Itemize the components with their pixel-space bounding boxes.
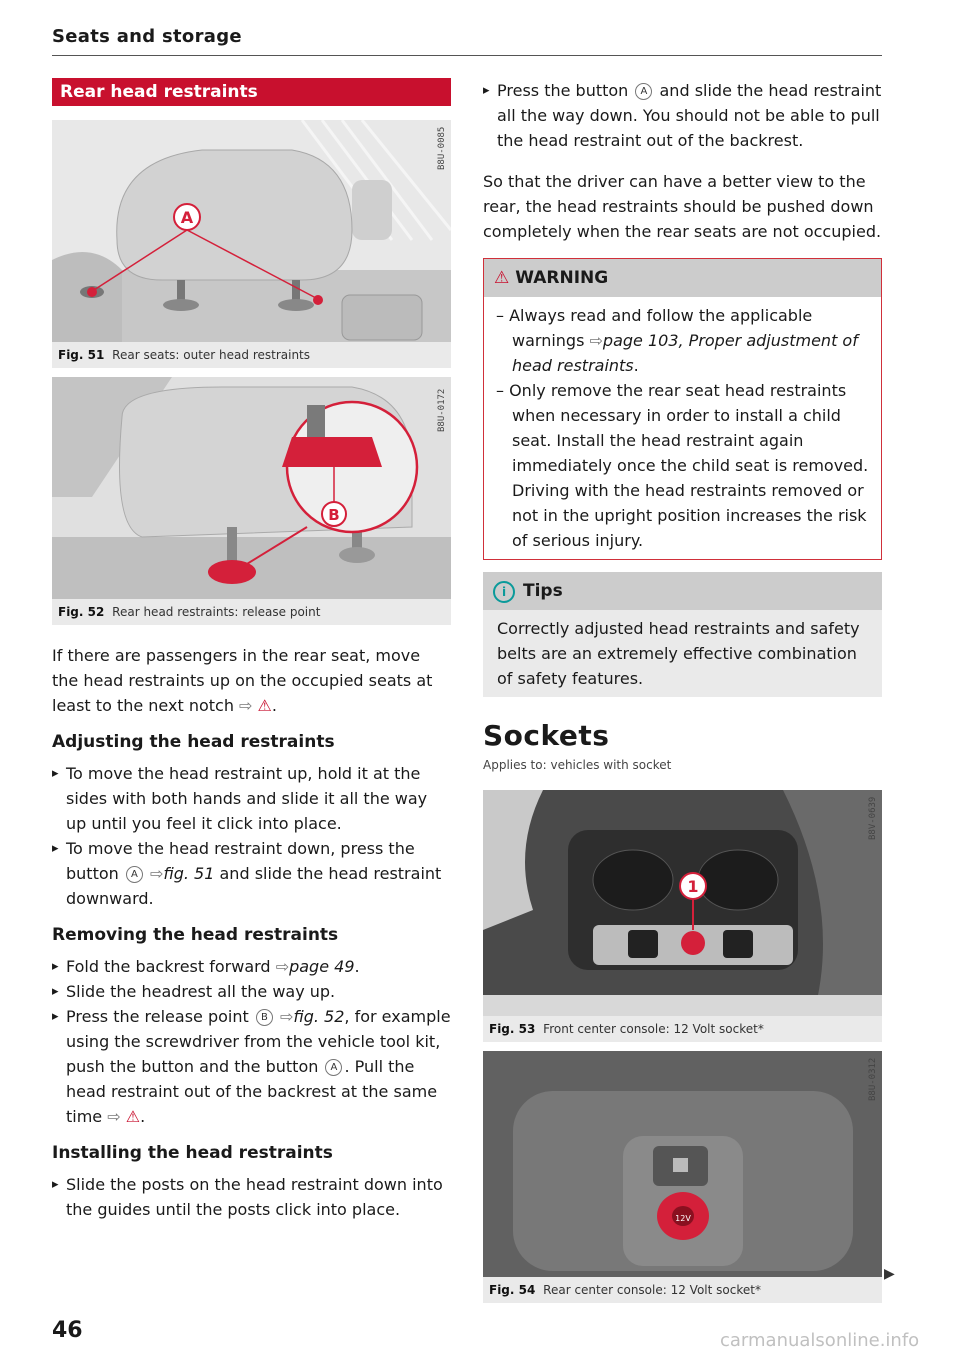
continue-arrow-icon: ▶ (884, 1266, 895, 1282)
list-item: ▸ To move the head restraint up, hold it at the sides with both hands and slide it all the way up until you feel it click into place. (52, 761, 451, 836)
figure-53-caption-text: Front center console: 12 Volt socket* (543, 1022, 764, 1036)
button-a-marker: A (126, 866, 143, 883)
warning-item: – Only remove the rear seat head restraints when necessary in order to install a child seat. Install the head restraint again immediately once the child seat is removed. Driving with the head restraints removed or not in the upright position increases the risk of serious injury. (496, 381, 869, 550)
warning-box (483, 258, 882, 560)
figure-53-caption (483, 1016, 882, 1042)
info-icon: i (493, 581, 515, 603)
button-a-marker: A (325, 1059, 342, 1076)
figure-52-number: Fig. 52 (58, 605, 105, 619)
left-column (52, 78, 451, 1222)
right-column (483, 78, 882, 1303)
figure-54-plug-label: 12V (675, 1214, 691, 1223)
applies-to: Applies to: vehicles with socket (483, 758, 672, 772)
figure-51-caption (52, 342, 451, 368)
installing-heading: Installing the head restraints (52, 1143, 333, 1163)
push-down-step (483, 78, 882, 153)
tips-title: Tips (523, 581, 563, 601)
figure-52-caption (52, 599, 451, 625)
figure-52-caption-text: Rear head restraints: release point (112, 605, 321, 619)
cross-ref-arrow-icon: ⇨ (239, 696, 253, 715)
tips-header (483, 572, 882, 610)
figure-54-caption (483, 1277, 882, 1303)
warning-triangle-icon: ⚠ (125, 1107, 141, 1126)
section-header: Seats and storage (52, 26, 882, 56)
fig-52-reference[interactable]: fig. 52 (293, 1007, 345, 1026)
figure-53-number: Fig. 53 (489, 1022, 536, 1036)
button-a-marker: A (635, 83, 652, 100)
figure-53 (483, 790, 882, 1042)
figure-54-image (483, 1051, 882, 1277)
page-number: 46 (52, 1318, 83, 1343)
warning-item: – Always read and follow the applicable warnings ⇨page 103, Proper adjustment of head restraints. (496, 306, 858, 375)
figure-52-code: B8U-0172 (437, 388, 447, 432)
figure-51 (52, 120, 451, 368)
warning-header (484, 259, 881, 297)
list-item: ▸ Press the button A and slide the head restraint all the way down. You should not be able to pull the head restraint out of the backrest. (483, 78, 882, 153)
figure-53-code: B8V-0639 (868, 796, 878, 840)
tips-text: Correctly adjusted head restraints and safety belts are an extremely effective combination of safety features. (497, 619, 860, 688)
figure-51-code: B8U-0085 (437, 126, 447, 170)
removing-steps (52, 954, 451, 1129)
page-103-reference[interactable]: page 103, Proper adjustment of head restraints (512, 331, 858, 375)
sockets-heading: Sockets (483, 719, 610, 752)
rear-head-restraints-heading: Rear head restraints (52, 78, 451, 106)
cross-ref-arrow-icon: ⇨ (149, 864, 164, 883)
warning-triangle-icon: ⚠ (494, 268, 510, 288)
list-item: ▸ Slide the posts on the head restraint down into the guides until the posts click into place. (52, 1172, 451, 1222)
cross-ref-arrow-icon: ⇨ (279, 1007, 294, 1026)
list-item: ▸ Slide the headrest all the way up. (52, 979, 451, 1004)
list-item: ▸ Fold the backrest forward ⇨page 49. (52, 954, 451, 979)
figure-51-image (52, 120, 451, 342)
figure-54 (483, 1051, 882, 1303)
figure-54-number: Fig. 54 (489, 1283, 536, 1297)
warning-title: WARNING (515, 268, 609, 288)
release-point-b-marker: B (256, 1009, 273, 1026)
figure-52-callout-b: B (328, 506, 340, 524)
page-49-reference[interactable]: page 49 (289, 957, 355, 976)
figure-51-number: Fig. 51 (58, 348, 105, 362)
adjusting-steps (52, 761, 451, 911)
figure-52 (52, 377, 451, 625)
cross-ref-arrow-icon: ⇨ (275, 957, 290, 976)
adjusting-heading: Adjusting the head restraints (52, 732, 335, 752)
cross-ref-arrow-icon: ⇨ (589, 331, 603, 350)
removing-heading: Removing the head restraints (52, 925, 339, 945)
figure-53-image (483, 790, 882, 1016)
cross-ref-arrow-icon: ⇨ (107, 1107, 121, 1126)
figure-51-callout-a: A (180, 208, 194, 227)
list-item: ▸ Press the release point B ⇨fig. 52, for example using the screwdriver from the vehicle tool kit, push the button and the button A . Pull the head restraint out of the backrest at the same time ⇨ ⚠. (52, 1004, 451, 1129)
figure-51-caption-text: Rear seats: outer head restraints (112, 348, 311, 362)
warning-body (484, 297, 881, 559)
intro-paragraph: If there are passengers in the rear seat, move the head restraints up on the occupied seats at least to the next notch ⇨ ⚠. (52, 646, 433, 715)
installing-steps (52, 1172, 451, 1222)
rear-view-paragraph: So that the driver can have a better view to the rear, the head restraints should be pushed down completely when the rear seats are not occupied. (483, 172, 882, 241)
figure-52-image (52, 377, 451, 599)
tips-box (483, 572, 882, 697)
warning-triangle-icon: ⚠ (257, 696, 272, 715)
watermark: carmanualsonline.info (720, 1330, 920, 1351)
figure-54-code: B8U-0312 (868, 1057, 878, 1101)
fig-51-reference[interactable]: fig. 51 (163, 864, 215, 883)
figure-54-caption-text: Rear center console: 12 Volt socket* (543, 1283, 761, 1297)
list-item: ▸ To move the head restraint down, press the button A ⇨fig. 51 and slide the head restraint downward. (52, 836, 451, 911)
figure-53-callout-1: 1 (687, 877, 699, 896)
